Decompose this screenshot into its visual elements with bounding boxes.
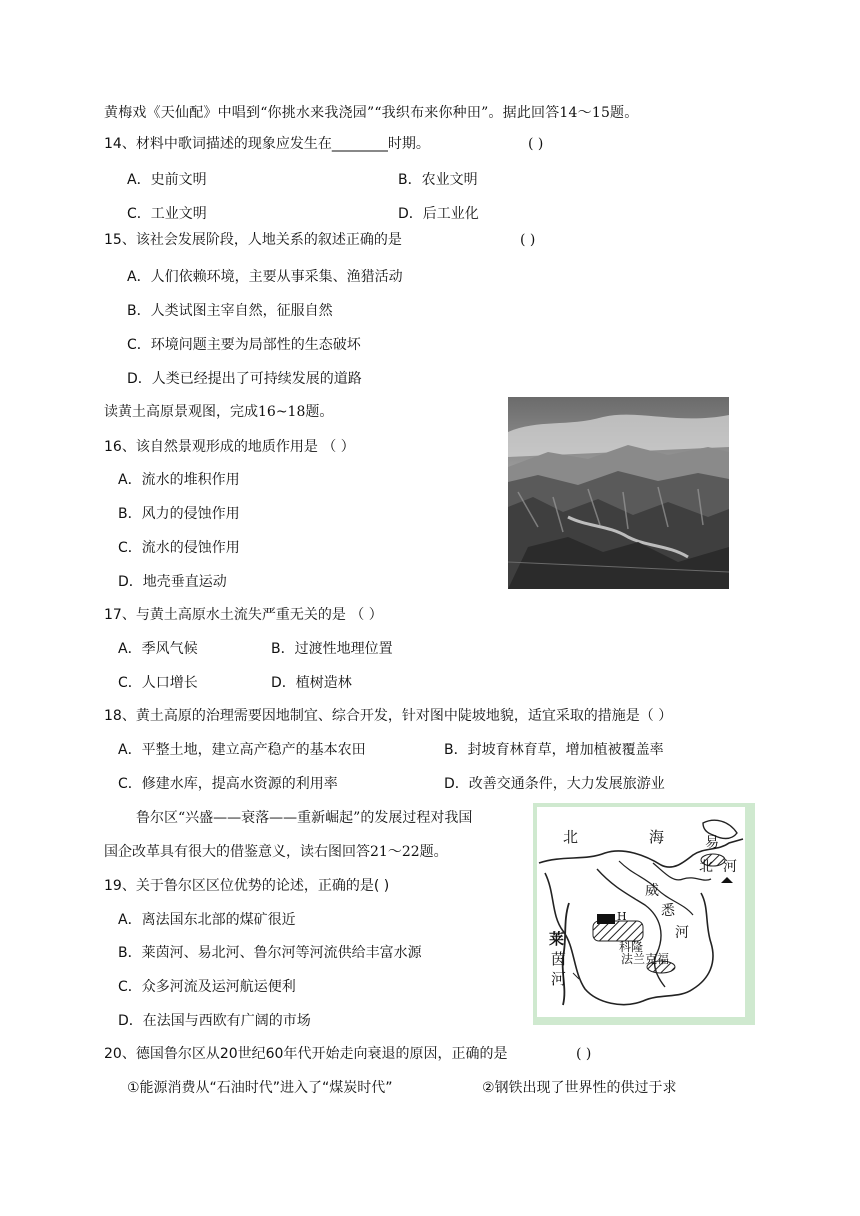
q17-option-b: B．过渡性地理位置 xyxy=(271,641,393,657)
map-label-rhine-2: 茵 xyxy=(551,950,567,968)
q18-option-a: A．平整土地，建立高产稳产的基本农田 xyxy=(118,742,366,758)
q20-option-1: ①能源消费从“石油时代”进入了“煤炭时代” xyxy=(127,1080,393,1096)
q17-option-c: C．人口增长 xyxy=(118,675,198,691)
map-label-rhine-3: 河 xyxy=(551,970,567,988)
question-18-stem: 18、黄土高原的治理需要因地制宜、综合开发，针对图中陡坡地貌，适宜采取的措施是（ ） xyxy=(104,708,673,724)
q20-option-2: ②钢铁出现了世界性的供过于求 xyxy=(482,1080,677,1096)
q19-option-c: C．众多河流及运河航运便利 xyxy=(118,979,296,995)
question-16-stem: 16、该自然景观形成的地质作用是 （ ） xyxy=(104,439,355,455)
q16-option-b: B．风力的侵蚀作用 xyxy=(118,506,240,522)
q15-option-a: A．人们依赖环境，主要从事采集、渔猎活动 xyxy=(127,269,403,285)
question-14-answer-paren: ( ) xyxy=(528,136,544,152)
q19-option-d: D．在法国与西欧有广阔的市场 xyxy=(118,1013,311,1029)
q14-option-c: C．工业文明 xyxy=(127,206,207,222)
lead-19-line-1: 鲁尔区“兴盛——衰落——重新崛起”的发展过程对我国 xyxy=(136,810,473,826)
map-label-weser-3: 河 xyxy=(675,925,689,941)
lead-19-line-2: 国企改革具有很大的借鉴意义，读右图回答21～22题。 xyxy=(104,844,448,860)
map-label-frankfurt: 法兰克福 xyxy=(621,952,670,966)
question-20-stem: 20、德国鲁尔区从20世纪60年代开始走向衰退的原因，正确的是 xyxy=(104,1046,508,1062)
question-20-answer-paren: ( ) xyxy=(576,1046,592,1062)
map-label-north-sea-2: 海 xyxy=(649,828,665,846)
q16-option-a: A．流水的堆积作用 xyxy=(118,472,240,488)
map-label-weser-2: 悉 xyxy=(661,903,675,919)
q14-option-d: D．后工业化 xyxy=(398,206,479,222)
question-19-stem: 19、关于鲁尔区区位优势的论述，正确的是( ) xyxy=(104,878,390,894)
q19-option-b: B．莱茵河、易北河、鲁尔河等河流供给丰富水源 xyxy=(118,945,422,961)
map-label-north-sea-1: 北 xyxy=(563,828,579,846)
q17-option-d: D．植树造林 xyxy=(271,675,352,691)
map-label-cologne: 科隆 xyxy=(619,940,644,954)
q15-option-d: D．人类已经提出了可持续发展的道路 xyxy=(127,371,362,387)
q16-option-d: D．地壳垂直运动 xyxy=(118,574,227,590)
question-15-stem: 15、该社会发展阶段，人地关系的叙述正确的是 xyxy=(104,232,402,248)
map-label-elbe-2: 北 xyxy=(699,859,713,875)
question-15-answer-paren: ( ) xyxy=(520,232,536,248)
q15-option-c: C．环境问题主要为局部性的生态破坏 xyxy=(127,337,361,353)
loess-plateau-photo xyxy=(508,397,729,589)
q18-option-b: B．封坡育林育草，增加植被覆盖率 xyxy=(444,742,664,758)
map-label-elbe-3: 河 xyxy=(723,859,737,875)
map-label-elbe-1: 易 xyxy=(705,835,719,851)
q19-option-a: A．离法国东北部的煤矿很近 xyxy=(118,912,296,928)
map-label-h: H xyxy=(617,910,627,923)
question-17-stem: 17、与黄土高原水土流失严重无关的是 （ ） xyxy=(104,607,383,623)
question-14-stem: 14、材料中歌词描述的现象应发生在________时期。 xyxy=(104,136,430,152)
map-label-rhine-1: 莱 xyxy=(549,930,565,948)
q14-option-a: A．史前文明 xyxy=(127,172,207,188)
q14-option-b: B．农业文明 xyxy=(398,172,478,188)
q17-option-a: A．季风气候 xyxy=(118,641,198,657)
map-label-weser-1: 威 xyxy=(645,883,659,899)
q18-option-c: C．修建水库，提高水资源的利用率 xyxy=(118,776,338,792)
ruhr-map xyxy=(533,803,755,1025)
q18-option-d: D．改善交通条件，大力发展旅游业 xyxy=(444,776,665,792)
q15-option-b: B．人类试图主宰自然，征服自然 xyxy=(127,303,333,319)
intro-text: 黄梅戏《天仙配》中唱到“你挑水来我浇园”“我织布来你种田”。据此回答14～15题。 xyxy=(104,105,639,121)
lead-16-18: 读黄土高原景观图，完成16~18题。 xyxy=(104,404,334,420)
q16-option-c: C．流水的侵蚀作用 xyxy=(118,540,240,556)
